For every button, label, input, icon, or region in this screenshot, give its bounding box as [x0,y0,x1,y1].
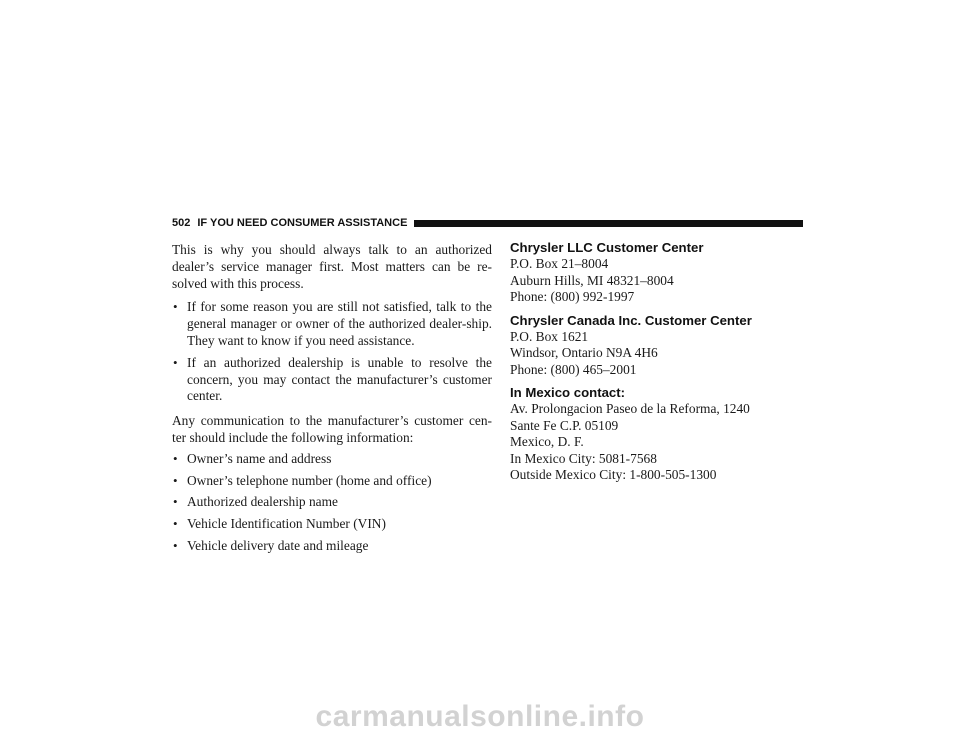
bullet-icon: • [173,299,178,315]
address-line: Windsor, Ontario N9A 4H6 [510,345,658,360]
bullet-icon: • [173,472,178,488]
bullet-icon: • [173,354,178,370]
contact-heading: In Mexico contact: [510,385,626,400]
intro-paragraph: This is why you should always talk to an authorized dealer’s service manager first. Most matters can be re-solved with this process. [172,242,492,291]
address-line: Sante Fe C.P. 05109 [510,417,619,433]
contact-chrysler-us [510,240,810,306]
page-header [172,215,803,231]
watermark: carmanualsonline.info [315,700,645,733]
list-item: • Vehicle Identification Number (VIN) [173,516,386,532]
address-line: P.O. Box 21–8004 [510,256,609,271]
contacts-column [510,240,810,491]
bullet-icon: • [173,494,178,510]
contact-chrysler-canada [510,313,810,379]
header-rule [414,220,803,227]
bullet-icon: • [173,450,178,466]
section-title: IF YOU NEED CONSUMER ASSISTANCE [197,217,408,229]
phone-line: Outside Mexico City: 1-800-505-1300 [510,467,717,482]
phone-line: In Mexico City: 5081-7568 [510,450,657,466]
list-item: • Vehicle delivery date and mileage [173,537,369,553]
contact-heading: Chrysler LLC Customer Center [510,240,704,255]
contact-heading: Chrysler Canada Inc. Customer Center [510,312,752,328]
phone-line: Phone: (800) 465–2001 [510,361,637,377]
phone-line: Phone: (800) 992-1997 [510,289,635,304]
page-number: 502 [172,217,191,229]
list-item: • Owner’s telephone number (home and office) [173,472,432,488]
escalation-list [172,299,492,405]
bullet-icon: • [173,537,178,553]
contact-mexico [510,385,810,484]
list-item: • If an authorized dealership is unable to resolve the concern, you may contact the manufacturer’s customer center. [173,354,492,404]
communication-paragraph: Any communication to the manufacturer’s customer cen-ter should include the following information: [172,413,492,445]
info-list [172,451,492,555]
address-line: P.O. Box 1621 [510,328,589,344]
list-item: • Authorized dealership name [173,494,338,510]
address-line: Mexico, D. F. [510,434,584,449]
address-line: Av. Prolongacion Paseo de la Reforma, 1240 [510,401,750,416]
bullet-icon: • [173,516,178,532]
left-column [172,242,492,555]
address-line: Auburn Hills, MI 48321–8004 [510,272,674,288]
list-item: • If for some reason you are still not satisfied, talk to the general manager or owner of the authorized dealer-ship. They want to know if you need assistance. [173,299,492,348]
list-item: • Owner’s name and address [173,450,332,466]
